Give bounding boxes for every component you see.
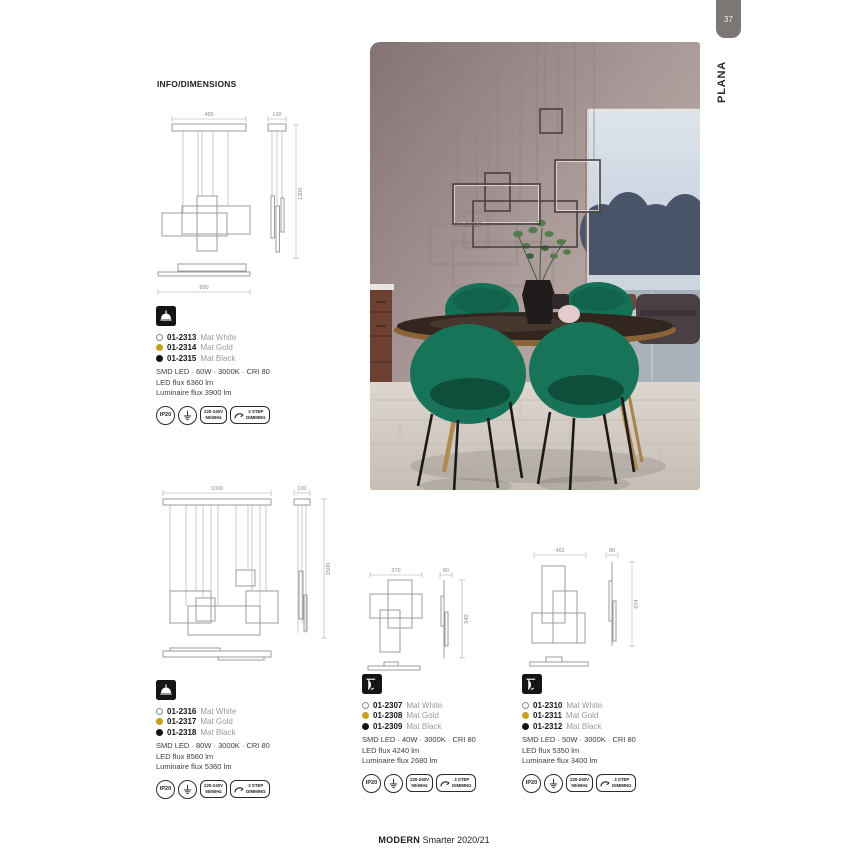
voltage-line2: 50/60Hz [571, 783, 588, 788]
finish-dot-gold [156, 344, 163, 351]
certification-badges [156, 406, 334, 425]
dimming-badge [230, 406, 270, 423]
dim-depth: 80 [608, 548, 616, 554]
product-finish: Mat Gold [565, 711, 599, 720]
variant-row [156, 343, 334, 353]
dimming-line1: 3 STEP [248, 783, 264, 789]
product-finish: Mat White [200, 706, 237, 716]
pendant-lamp-icon [156, 306, 176, 326]
variant-row [522, 721, 700, 731]
finish-dot-white [362, 702, 369, 709]
certification-badges [362, 774, 540, 793]
voltage-line2: 50/60Hz [205, 415, 222, 420]
finish-dot-white [156, 708, 163, 715]
dim-height: 540 [464, 614, 470, 624]
ip20-badge: IP20 [156, 780, 175, 799]
product-finish: Mat White [200, 332, 237, 342]
ip20-badge: IP20 [362, 774, 381, 793]
certification-badges [156, 780, 334, 799]
page-number: 37 [724, 14, 733, 24]
spec-line: SMD LED · 80W · 3000K · CRI 80 [156, 741, 270, 750]
variant-row [156, 706, 334, 716]
dimension-drawing-2 [148, 483, 344, 683]
voltage-line1: 220-240V [410, 777, 430, 783]
dimension-drawing-1 [150, 106, 332, 302]
product-finish: Mat Gold [200, 717, 233, 726]
luminaire-flux: Luminaire flux 2680 lm [362, 756, 438, 765]
led-flux: LED flux 6360 lm [156, 377, 214, 387]
product-code: 01-2309 [373, 721, 403, 731]
wood-cabinet [370, 284, 394, 396]
dim-height: 674 [634, 599, 640, 609]
dimming-line1: 3 STEP [248, 409, 264, 415]
finish-dot-gold [156, 718, 163, 725]
dim-depth: 80 [442, 568, 450, 574]
ip20-badge: IP20 [156, 406, 175, 425]
variant-row [362, 721, 540, 731]
led-flux: LED flux 8560 lm [156, 751, 214, 761]
product-finish: Mat Black [200, 727, 236, 737]
voltage-line1: 220-240V [204, 409, 224, 415]
product-code: 01-2310 [533, 700, 563, 710]
dim-height: 1300 [298, 187, 304, 201]
earth-ground-icon [178, 406, 197, 425]
footer-brand: MODERN [378, 835, 421, 845]
page-footer [0, 835, 868, 845]
photo-caption: 01-2318 [454, 220, 482, 229]
voltage-badge [200, 780, 227, 797]
ambience-photo [370, 42, 700, 490]
luminaire-flux: Luminaire flux 5360 lm [156, 762, 232, 771]
earth-ground-icon [544, 774, 563, 793]
finish-dot-black [156, 355, 163, 362]
product-code: 01-2316 [167, 706, 197, 716]
info-dimensions-label: INFO/DIMENSIONS [157, 79, 237, 89]
dimming-badge [596, 774, 636, 791]
luminaire-flux: Luminaire flux 3400 lm [522, 756, 598, 765]
earth-ground-icon [384, 774, 403, 793]
dimmer-icon [440, 779, 450, 788]
wall-lamp-icon [362, 674, 382, 694]
dimming-line2: DIMMING [452, 783, 472, 788]
product-code: 01-2311 [533, 711, 562, 720]
product-code: 01-2312 [533, 721, 563, 731]
series-name: PLANA [716, 61, 729, 103]
dimension-drawing-3 [356, 566, 486, 690]
tree-silhouettes [580, 192, 700, 277]
earth-ground-icon [178, 780, 197, 799]
variant-row [156, 727, 334, 737]
dim-width: 462 [555, 548, 565, 554]
variant-row [362, 711, 540, 721]
wall-lamp-icon [522, 674, 542, 694]
dimming-line1: 3 STEP [614, 777, 630, 783]
finish-dot-black [522, 723, 529, 730]
page-number-tab [716, 0, 741, 38]
finish-dot-white [522, 702, 529, 709]
finish-dot-black [156, 729, 163, 736]
voltage-line1: 220-240V [570, 777, 590, 783]
product-code: 01-2314 [167, 343, 197, 352]
voltage-badge [406, 774, 433, 791]
finish-dot-gold [362, 712, 369, 719]
variant-row [156, 353, 334, 363]
dimension-drawing-4 [520, 546, 662, 690]
dimming-line2: DIMMING [246, 415, 266, 420]
dimmer-icon [600, 779, 610, 788]
spec-line: SMD LED · 40W · 3000K · CRI 80 [362, 735, 476, 744]
dim-width: 455 [204, 112, 214, 118]
footer-edition: Smarter 2020/21 [420, 835, 490, 845]
variant-row [522, 700, 700, 710]
product-finish: Mat Gold [406, 711, 439, 720]
finish-dot-white [156, 334, 163, 341]
product-code: 01-2317 [167, 717, 197, 726]
product-finish: Mat Gold [200, 343, 233, 352]
dimming-line2: DIMMING [246, 789, 266, 794]
product-block-4 [522, 674, 700, 793]
dimming-badge [436, 774, 476, 791]
dimmer-icon [234, 411, 244, 420]
dimming-line1: 3 STEP [454, 777, 470, 783]
led-flux: LED flux 4240 lm [362, 745, 420, 755]
product-code: 01-2318 [167, 727, 197, 737]
voltage-badge [200, 406, 227, 423]
dimmer-icon [234, 785, 244, 794]
dimming-badge [230, 780, 270, 797]
voltage-line1: 220-240V [204, 783, 224, 789]
product-block-2 [156, 680, 334, 799]
finish-dot-gold [522, 712, 529, 719]
product-code: 01-2313 [167, 332, 197, 342]
product-finish: Mat Black [566, 721, 602, 731]
voltage-line2: 50/60Hz [205, 789, 222, 794]
product-block-3 [362, 674, 540, 793]
certification-badges [522, 774, 700, 793]
spec-line: SMD LED · 60W · 3000K · CRI 80 [156, 367, 270, 376]
pendant-lamp-icon [156, 680, 176, 700]
product-block-1 [156, 306, 334, 425]
variant-row [522, 711, 700, 721]
dim-depth: 100 [297, 486, 307, 492]
product-finish: Mat Black [200, 353, 236, 363]
product-finish: Mat White [566, 700, 603, 710]
variant-row [156, 332, 334, 342]
dim-height: 1500 [326, 562, 332, 576]
dim-width: 370 [391, 568, 401, 574]
product-code: 01-2308 [373, 711, 403, 720]
dim-base: 800 [199, 285, 209, 291]
dim-width: 1000 [210, 486, 224, 492]
variant-row [156, 717, 334, 727]
egg-decor [558, 305, 580, 323]
product-code: 01-2315 [167, 353, 197, 363]
luminaire-flux: Luminaire flux 3900 lm [156, 388, 232, 397]
voltage-line2: 50/60Hz [411, 783, 428, 788]
dining-room-scene [370, 42, 700, 490]
product-code: 01-2307 [373, 700, 403, 710]
led-flux: LED flux 5350 lm [522, 745, 580, 755]
voltage-badge [566, 774, 593, 791]
product-finish: Mat Black [406, 721, 442, 731]
dimming-line2: DIMMING [612, 783, 632, 788]
variant-row [362, 700, 540, 710]
series-side-tab [705, 46, 739, 118]
dim-depth: 130 [272, 112, 282, 118]
finish-dot-black [362, 723, 369, 730]
spec-line: SMD LED · 50W · 3000K · CRI 80 [522, 735, 636, 744]
ip20-badge: IP20 [522, 774, 541, 793]
product-finish: Mat White [406, 700, 443, 710]
